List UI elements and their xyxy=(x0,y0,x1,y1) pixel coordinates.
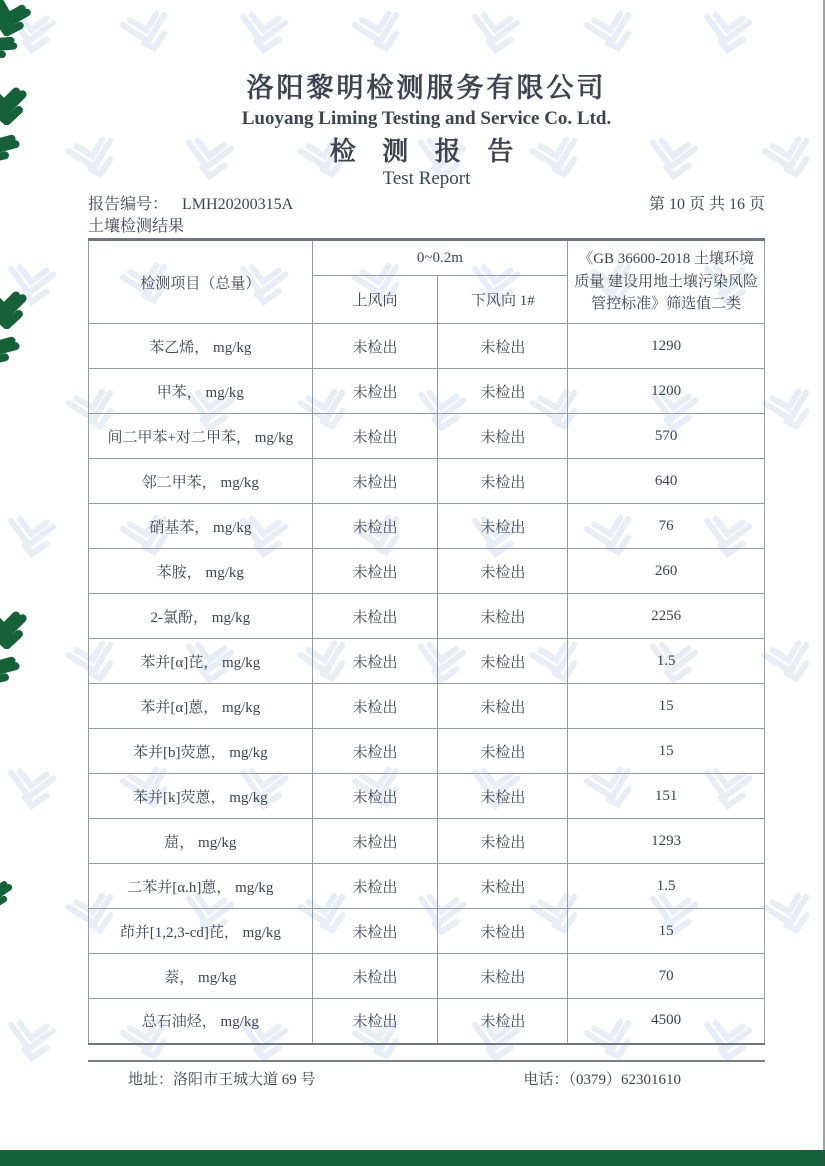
page-bottom-edge-bar xyxy=(0,1150,825,1166)
table-row xyxy=(89,324,765,369)
item-cell: 甲苯， mg/kg xyxy=(89,369,313,414)
report-number xyxy=(88,194,293,216)
table-row xyxy=(89,999,765,1044)
company-name-en: Luoyang Liming Testing and Service Co. Ltd. xyxy=(241,108,612,129)
upwind-result-cell: 未检出 xyxy=(312,999,438,1044)
item-cell: 二苯并[α.h]蒽， mg/kg xyxy=(89,864,313,909)
brand-chevron-icon xyxy=(0,610,28,649)
table-row xyxy=(89,864,765,909)
report-title-en: Test Report xyxy=(382,168,471,189)
upwind-result-cell: 未检出 xyxy=(312,954,438,999)
standard-value-cell: 1200 xyxy=(568,369,765,414)
downwind-result-cell: 未检出 xyxy=(438,999,568,1044)
standard-value-cell: 4500 xyxy=(568,999,765,1044)
report-number-value: LMH20200315A xyxy=(182,196,294,213)
brand-chevron-icon xyxy=(0,0,34,41)
item-cell: 2-氯酚， mg/kg xyxy=(89,594,313,639)
standard-value-cell: 76 xyxy=(568,504,765,549)
upwind-result-cell: 未检出 xyxy=(312,549,438,594)
downwind-result-cell: 未检出 xyxy=(438,909,568,954)
table-row xyxy=(89,504,765,549)
item-column-header: 检测项目（总量） xyxy=(89,240,313,324)
standard-column-header: 《GB 36600-2018 土壤环境质量 建设用地土壤污染风险管控标准》筛选值二类 xyxy=(568,240,765,324)
standard-value-cell: 1.5 xyxy=(568,864,765,909)
table-row xyxy=(89,594,765,639)
table-header-row-1 xyxy=(89,240,765,276)
downwind-result-cell: 未检出 xyxy=(438,414,568,459)
item-cell: 硝基苯， mg/kg xyxy=(89,504,313,549)
upwind-result-cell: 未检出 xyxy=(312,774,438,819)
brand-chevron-icon xyxy=(0,16,22,69)
table-row xyxy=(89,459,765,504)
footer-phone: 电话：（0379）62301610 xyxy=(523,1072,682,1088)
downwind-result-cell: 未检出 xyxy=(438,819,568,864)
downwind-result-cell: 未检出 xyxy=(438,639,568,684)
section-title: 土壤检测结果 xyxy=(88,218,185,235)
results-table-head xyxy=(89,240,765,324)
item-cell: 邻二甲苯， mg/kg xyxy=(89,459,313,504)
downwind-result-cell: 未检出 xyxy=(438,954,568,999)
standard-value-cell: 15 xyxy=(568,729,765,774)
table-row xyxy=(89,549,765,594)
table-row xyxy=(89,414,765,459)
report-footer xyxy=(88,1060,765,1090)
brand-chevron-icon xyxy=(1,510,61,561)
downwind-result-cell: 未检出 xyxy=(438,324,568,369)
brand-chevron-icon xyxy=(1,762,61,813)
brand-chevron-icon xyxy=(757,130,820,186)
standard-value-cell: 260 xyxy=(568,549,765,594)
brand-chevron-icon xyxy=(1,1014,61,1065)
page-indicator: 第 10 页 共 16 页 xyxy=(648,196,765,213)
item-cell: 茚并[1,2,3-cd]芘， mg/kg xyxy=(89,909,313,954)
table-row xyxy=(89,954,765,999)
item-cell: 苯胺， mg/kg xyxy=(89,549,313,594)
report-number-label: 报告编号： xyxy=(88,196,169,213)
company-name-cn: 洛阳黎明检测服务有限公司 xyxy=(246,73,607,103)
standard-value-cell: 2256 xyxy=(568,594,765,639)
item-cell: 苯并[b]荧蒽， mg/kg xyxy=(89,729,313,774)
table-row xyxy=(89,639,765,684)
item-cell: 萘， mg/kg xyxy=(89,954,313,999)
table-row xyxy=(89,774,765,819)
item-cell: 苯并[α]芘， mg/kg xyxy=(89,639,313,684)
upwind-result-cell: 未检出 xyxy=(312,369,438,414)
downwind-result-cell: 未检出 xyxy=(438,369,568,414)
standard-value-cell: 640 xyxy=(568,459,765,504)
standard-value-cell: 570 xyxy=(568,414,765,459)
brand-chevron-icon xyxy=(757,886,820,942)
item-cell: 苯并[k]荧蒽， mg/kg xyxy=(89,774,313,819)
downwind-result-cell: 未检出 xyxy=(438,774,568,819)
item-cell: 总石油烃， mg/kg xyxy=(89,999,313,1044)
standard-value-cell: 1.5 xyxy=(568,639,765,684)
brand-chevron-icon xyxy=(0,319,24,374)
upwind-column-header: 上风向 xyxy=(312,276,438,324)
downwind-result-cell: 未检出 xyxy=(438,594,568,639)
upwind-result-cell: 未检出 xyxy=(312,819,438,864)
brand-chevron-icon xyxy=(0,86,28,125)
brand-chevron-icon xyxy=(0,639,24,694)
upwind-result-cell: 未检出 xyxy=(312,729,438,774)
item-cell: 苯并[α]蒽， mg/kg xyxy=(89,684,313,729)
brand-chevron-icon xyxy=(757,634,820,690)
results-table-body xyxy=(89,324,765,1044)
upwind-result-cell: 未检出 xyxy=(312,324,438,369)
footer-address: 地址：洛阳市王城大道 69 号 xyxy=(128,1072,316,1088)
brand-chevron-icon xyxy=(1,6,61,57)
downwind-result-cell: 未检出 xyxy=(438,459,568,504)
item-cell: 䓛， mg/kg xyxy=(89,819,313,864)
table-row xyxy=(89,729,765,774)
report-header xyxy=(88,72,765,190)
upwind-result-cell: 未检出 xyxy=(312,639,438,684)
downwind-result-cell: 未检出 xyxy=(438,549,568,594)
table-row xyxy=(89,819,765,864)
downwind-column-header: 下风向 1# xyxy=(438,276,568,324)
upwind-result-cell: 未检出 xyxy=(312,459,438,504)
table-row xyxy=(89,684,765,729)
brand-chevron-icon xyxy=(0,290,28,329)
report-meta-row xyxy=(88,194,765,216)
item-cell: 间二甲苯+对二甲苯， mg/kg xyxy=(89,414,313,459)
standard-value-cell: 15 xyxy=(568,909,765,954)
brand-chevron-icon xyxy=(1,258,61,309)
brand-chevron-icon xyxy=(0,875,14,912)
brand-chevron-icon xyxy=(0,117,24,172)
report-page xyxy=(88,0,765,1045)
results-table xyxy=(88,238,765,1045)
standard-value-cell: 1290 xyxy=(568,324,765,369)
standard-value-cell: 70 xyxy=(568,954,765,999)
table-row xyxy=(89,369,765,414)
report-title-cn: 检 测 报 告 xyxy=(329,137,524,166)
footer-divider xyxy=(88,1060,765,1062)
upwind-result-cell: 未检出 xyxy=(312,504,438,549)
downwind-result-cell: 未检出 xyxy=(438,684,568,729)
downwind-result-cell: 未检出 xyxy=(438,864,568,909)
depth-column-header: 0~0.2m xyxy=(312,240,568,276)
downwind-result-cell: 未检出 xyxy=(438,504,568,549)
upwind-result-cell: 未检出 xyxy=(312,414,438,459)
downwind-result-cell: 未检出 xyxy=(438,729,568,774)
upwind-result-cell: 未检出 xyxy=(312,864,438,909)
table-row xyxy=(89,909,765,954)
standard-value-cell: 151 xyxy=(568,774,765,819)
upwind-result-cell: 未检出 xyxy=(312,909,438,954)
standard-value-cell: 1293 xyxy=(568,819,765,864)
item-cell: 苯乙烯， mg/kg xyxy=(89,324,313,369)
upwind-result-cell: 未检出 xyxy=(312,594,438,639)
upwind-result-cell: 未检出 xyxy=(312,684,438,729)
brand-chevron-icon xyxy=(757,382,820,438)
standard-value-cell: 15 xyxy=(568,684,765,729)
